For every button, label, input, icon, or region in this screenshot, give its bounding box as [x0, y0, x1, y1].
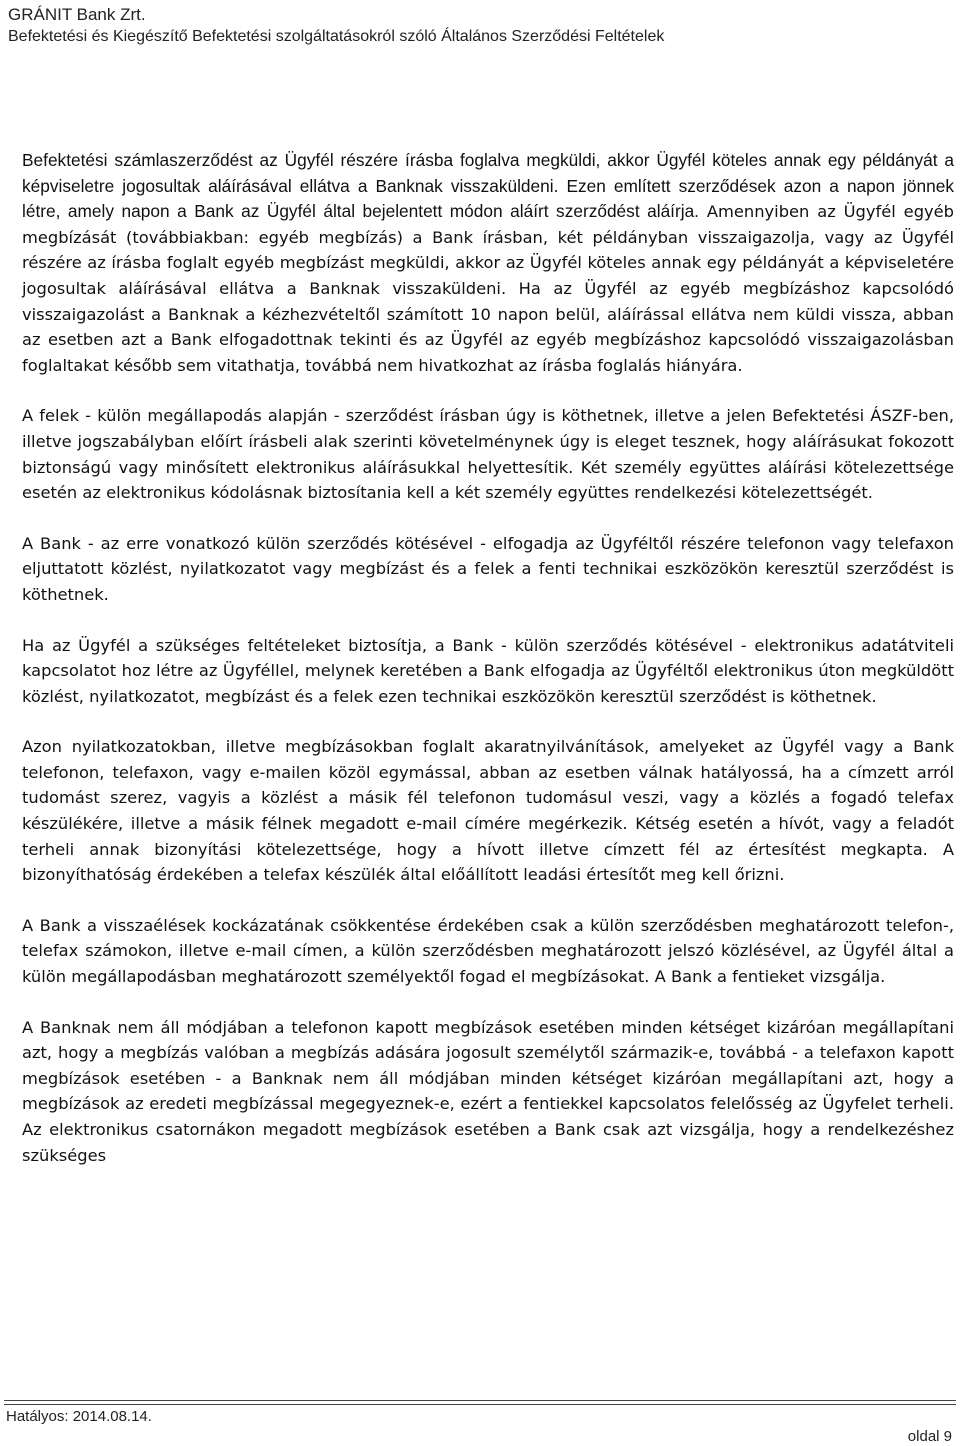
paragraph-1 — [22, 148, 954, 378]
paragraph-2: A felek - külön megállapodás alapján - szerződést írásban úgy is köthetnek, illetve a jelen Befektetési ÁSZF-ben, illetve jogszabályban előírt írásbeli alak szerinti követelménynek úgy is eleget tesznek, hogy aláírásukat fokozott biztonságú vagy minősített elektronikus aláírásukkal helyettesítik. Két személy együttes aláírási kötelezettsége esetén az elektronikus kódolásnak biztosítania kell a két személy együttes rendelkezési kötelezettségét. — [22, 406, 954, 503]
paragraph-5: Azon nyilatkozatokban, illetve megbízásokban foglalt akaratnyilvánítások, amelyeket az Ügyfél vagy a Bank telefonon, telefaxon, vagy e-mailen közöl egymással, abban az esetben válnak hatályossá, ha a címzett arról tudomást szerez, vagyis a közlést a másik fél telefonon tudomásul veszi, vagy a közlés a fogadó telefax készülékére, illetve a másik félnek megadott e-mail címére megérkezik. Kétség esetén a hívót, vagy a feladót terheli annak bizonyítási kötelezettsége, hogy a hívott illetve címzett fél az értesítést megkapta. A bizonyíthatóság érdekében a telefax készülék által előállított leadási értesítőt meg kell őrizni. — [22, 737, 954, 885]
paragraph-6: A Bank a visszaélések kockázatának csökkentése érdekében csak a külön szerződésben meghatározott telefon-, telefax számokon, illetve e-mail címen, a külön szerződésben meghatározott jelszó közlésével, az Ügyfél által a külön megállapodásban meghatározott személyektől fogad el megbízásokat. A Bank a fentieket vizsgálja. — [22, 915, 954, 987]
paragraph-1-part-2: Amennyiben az Ügyfél egyéb megbízását (továbbiakban: egyéb megbízás) a Bank írásban, két példányban visszaigazolja, vagy az Ügyfél részére az írásba foglalt egyéb megbízást megküldi, akkor az Ügyfél köteles annak egy példányát a képviseletére jogosultak aláírásával ellátva a Banknak visszaküldeni. Ha az Ügyfél az egyéb megbízáshoz kapcsolódó visszaigazolást a Banknak a kézhezvételtől számított 10 napon belül, aláírással ellátva nem küldi vissza, abban az esetben azt a Bank elfogadottnak tekinti és az Ügyfél az egyéb megbízáshoz kapcsolódó visszaigazolásban foglaltakat később sem vitathatja, továbbá nem hivatkozhat az írásba foglalás hiányára. — [22, 202, 955, 375]
paragraph-7: A Banknak nem áll módjában a telefonon kapott megbízások esetében minden kétséget kizáróan megállapítani azt, hogy a megbízás valóban a megbízás adására jogosult személytől származik-e, továbbá - a telefaxon kapott megbízások esetében - a Banknak nem áll módjában minden kétséget kizáróan megállapítani azt, hogy a megbízások az eredeti megbízással megegyeznek-e, ezért a fentiekkel kapcsolatos felelősség az Ügyfelet terheli. Az elektronikus csatornákon megadott megbízások esetében a Bank csak azt vizsgálja, hogy a rendelkezéshez szükséges — [22, 1017, 954, 1165]
document-body — [22, 148, 954, 1168]
page-header — [8, 4, 952, 48]
page-number: oldal 9 — [907, 1428, 952, 1445]
paragraph-4: Ha az Ügyfél a szükséges feltételeket biztosítja, a Bank - külön szerződés kötésével - elektronikus adatátviteli kapcsolatot hoz létre az Ügyféllel, melynek keretében a Bank elfogadja az Ügyféltől elektronikus úton megküldött közlést, nyilatkozatot, megbízást és a felek ezen technikai eszközökön keresztül szerződést is köthetnek. — [22, 635, 954, 706]
effective-date: Hatályos: 2014.08.14. — [6, 1408, 152, 1425]
company-name: GRÁNIT Bank Zrt. — [8, 5, 146, 24]
paragraph-3: A Bank - az erre vonatkozó külön szerződés kötésével - elfogadja az Ügyféltől részére telefonon vagy telefaxon eljuttatott közlést, nyilatkozatot vagy megbízást és a felek a fenti technikai eszközökön keresztül szerződést is köthetnek. — [22, 533, 954, 604]
footer-divider — [4, 1400, 956, 1405]
paragraph-1-part-1: Befektetési számlaszerződést az Ügyfél részére írásba foglalva megküldi, akkor Ügyfél köteles annak egy példányát a képviseletre jogosultak aláírásával ellátva a Banknak visszaküldeni. Ezen említett szerződések azon a napon jönnek létre, amely napon a Bank az Ügyfél által bejelentett módon aláírt szerződést aláírja. — [22, 150, 954, 222]
document-title: Befektetési és Kiegészítő Befektetési szolgáltatásokról szóló Általános Szerződési Feltételek — [8, 28, 665, 45]
